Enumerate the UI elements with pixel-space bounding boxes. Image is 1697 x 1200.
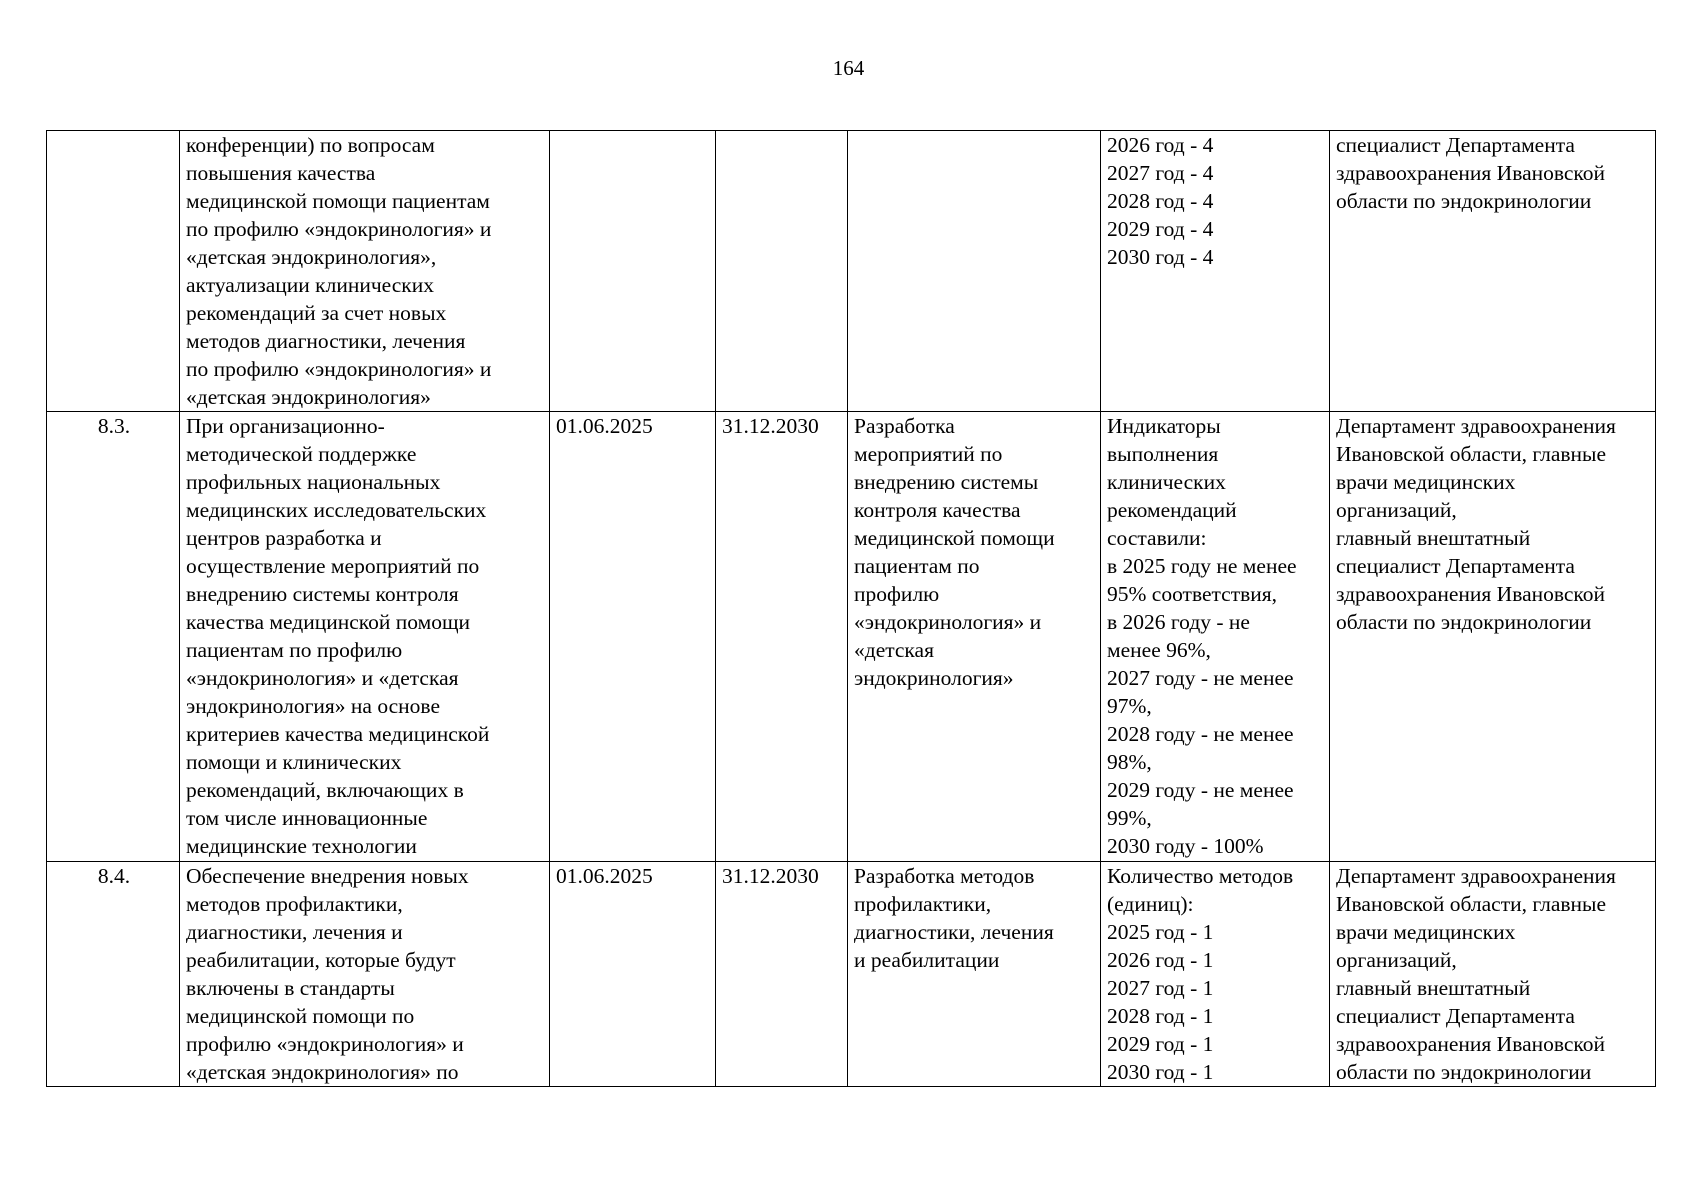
responsible-text: Департамент здравоохранения Ивановской области, главные врачи медицинских организаций, главный внештатный специалист Департамента здравоохранения Ивановской области по эндокринологии: [1336, 864, 1616, 1084]
result-cell: [848, 412, 1101, 862]
indicator-text: Количество методов (единиц): 2025 год - 1 2026 год - 1 2027 год - 1 2028 год - 1 2029 год - 1 2030 год - 1: [1107, 864, 1294, 1084]
indicator-cell: [1101, 412, 1330, 862]
event-cell: [180, 412, 550, 862]
indicator-cell: [1101, 131, 1330, 412]
row-number: 8.3.: [97, 414, 131, 438]
end-date-cell: [716, 862, 848, 1087]
responsible-text: Департамент здравоохранения Ивановской области, главные врачи медицинских организаций, главный внештатный специалист Департамента здравоохранения Ивановской области по эндокринологии: [1336, 414, 1616, 634]
row-number-cell: [47, 131, 180, 412]
result-text: Разработка методов профилактики, диагностики, лечения и реабилитации: [854, 864, 1054, 972]
action-plan-table: [46, 130, 1656, 1087]
responsible-cell: [1330, 131, 1656, 412]
event-cell: [180, 862, 550, 1087]
start-date: 01.06.2025: [556, 414, 653, 438]
table-row: [47, 412, 1656, 862]
event-text: Обеспечение внедрения новых методов профилактики, диагностики, лечения и реабилитации, которые будут включены в стандарты медицинской помощи по профилю «эндокринология» и «детская эндокринология» по: [186, 864, 469, 1084]
start-date-cell: [550, 862, 716, 1087]
row-number-cell: [47, 862, 180, 1087]
end-date: 31.12.2030: [722, 414, 819, 438]
row-number-cell: [47, 412, 180, 862]
page-number: 164: [832, 56, 865, 80]
end-date-cell: [716, 131, 848, 412]
responsible-cell: [1330, 862, 1656, 1087]
indicator-text: Индикаторы выполнения клинических рекомендаций составили: в 2025 году не менее 95% соответствия, в 2026 году - не менее 96%, 2027 году - не менее 97%, 2028 году - не менее 98%, 2029 году - не менее 99%, 2030 году - 100%: [1107, 414, 1297, 858]
table-row: [47, 131, 1656, 412]
indicator-cell: [1101, 862, 1330, 1087]
responsible-cell: [1330, 412, 1656, 862]
end-date: 31.12.2030: [722, 864, 819, 888]
start-date-cell: [550, 131, 716, 412]
result-cell: [848, 862, 1101, 1087]
event-text: При организационно- методической поддержке профильных национальных медицинских исследовательских центров разработка и осуществление мероприятий по внедрению системы контроля качества медицинской помощи пациентам по профилю «эндокринология» и «детская эндокринология» на основе критериев качества медицинской помощи и клинических рекомендаций, включающих в том числе инновационные медицинские технологии: [186, 414, 490, 858]
indicator-text: 2026 год - 4 2027 год - 4 2028 год - 4 2029 год - 4 2030 год - 4: [1107, 133, 1214, 269]
start-date: 01.06.2025: [556, 864, 653, 888]
responsible-text: специалист Департамента здравоохранения Ивановской области по эндокринологии: [1336, 133, 1606, 213]
event-cell: [180, 131, 550, 412]
end-date-cell: [716, 412, 848, 862]
row-number: 8.4.: [97, 864, 131, 888]
start-date-cell: [550, 412, 716, 862]
table-row: [47, 862, 1656, 1087]
event-text: конференции) по вопросам повышения качества медицинской помощи пациентам по профилю «эндокринология» и «детская эндокринология», актуализации клинических рекомендаций за счет новых методов диагностики, лечения по профилю «эндокринология» и «детская эндокринология»: [186, 133, 492, 409]
result-text: Разработка мероприятий по внедрению системы контроля качества медицинской помощи пациентам по профилю «эндокринология» и «детская эндокринология»: [854, 414, 1055, 690]
result-cell: [848, 131, 1101, 412]
